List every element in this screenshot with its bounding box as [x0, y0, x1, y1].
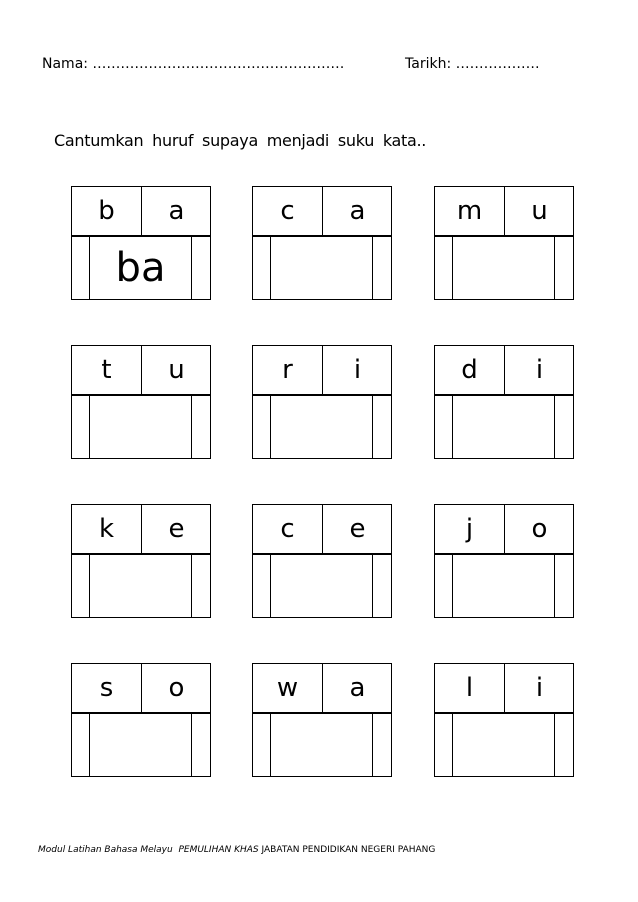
- letter-left: m: [435, 187, 505, 235]
- syllable-box: [434, 186, 574, 302]
- letter-row: [434, 345, 574, 395]
- syllable-box: [71, 186, 211, 302]
- letter-left: c: [253, 505, 323, 553]
- answer-divider: [191, 396, 192, 458]
- answer-box[interactable]: [71, 236, 211, 300]
- answer-divider: [191, 237, 192, 299]
- letter-left: r: [253, 346, 323, 394]
- answer-text: [271, 555, 372, 617]
- syllable-box: [71, 504, 211, 620]
- answer-divider: [372, 237, 373, 299]
- answer-divider: [191, 555, 192, 617]
- answer-divider: [554, 237, 555, 299]
- syllable-box: [252, 345, 392, 461]
- answer-text: [453, 237, 554, 299]
- letter-row: [71, 663, 211, 713]
- letter-row: [252, 186, 392, 236]
- letter-left: b: [72, 187, 142, 235]
- letter-right: a: [168, 196, 185, 226]
- answer-divider: [554, 396, 555, 458]
- letter-right: i: [535, 673, 544, 703]
- syllable-box: [252, 186, 392, 302]
- answer-text: [453, 555, 554, 617]
- letter-row: [71, 504, 211, 554]
- answer-text: [453, 396, 554, 458]
- letter-left: j: [435, 505, 505, 553]
- syllable-box: [71, 663, 211, 779]
- letter-row: [434, 504, 574, 554]
- letter-right: o: [168, 673, 185, 703]
- answer-text: [453, 714, 554, 776]
- answer-box[interactable]: [252, 554, 392, 618]
- letter-right: i: [535, 355, 544, 385]
- letter-right: u: [168, 355, 185, 385]
- syllable-box: [252, 504, 392, 620]
- letter-left: c: [253, 187, 323, 235]
- answer-text: [271, 714, 372, 776]
- syllable-box: [434, 504, 574, 620]
- footer-module: Modul Latihan Bahasa Melayu: [38, 845, 173, 855]
- letter-left: t: [72, 346, 142, 394]
- answer-text: [90, 396, 191, 458]
- answer-box[interactable]: [252, 713, 392, 777]
- answer-divider: [554, 714, 555, 776]
- footer: [38, 845, 435, 855]
- footer-department: JABATAN PENDIDIKAN NEGERI PAHANG: [261, 845, 436, 855]
- letter-row: [252, 345, 392, 395]
- answer-text: [271, 237, 372, 299]
- answer-box[interactable]: [71, 713, 211, 777]
- instruction-text: Cantumkan huruf supaya menjadi suku kata..: [54, 131, 427, 150]
- answer-divider: [372, 396, 373, 458]
- answer-text: ba: [115, 245, 166, 291]
- answer-divider: [372, 555, 373, 617]
- answer-text: [90, 714, 191, 776]
- letter-right: a: [349, 673, 366, 703]
- letter-left: d: [435, 346, 505, 394]
- letter-row: [71, 345, 211, 395]
- answer-box[interactable]: [71, 395, 211, 459]
- letter-row: [252, 504, 392, 554]
- answer-box[interactable]: [434, 713, 574, 777]
- letter-row: [252, 663, 392, 713]
- answer-box[interactable]: [434, 395, 574, 459]
- letter-left: s: [72, 664, 142, 712]
- letter-left: k: [72, 505, 142, 553]
- letter-right: e: [168, 514, 185, 544]
- letter-right: u: [531, 196, 548, 226]
- answer-box[interactable]: [71, 554, 211, 618]
- syllable-box: [434, 663, 574, 779]
- answer-divider: [372, 714, 373, 776]
- answer-text: [90, 555, 191, 617]
- nama-field: Nama: ………………………………………………: [42, 56, 345, 72]
- answer-divider: [191, 714, 192, 776]
- letter-right: i: [353, 355, 362, 385]
- syllable-box: [434, 345, 574, 461]
- answer-text: [271, 396, 372, 458]
- letter-left: w: [253, 664, 323, 712]
- syllable-box: [252, 663, 392, 779]
- syllable-box: [71, 345, 211, 461]
- answer-box[interactable]: [434, 554, 574, 618]
- letter-right: o: [531, 514, 548, 544]
- answer-box[interactable]: [252, 236, 392, 300]
- letter-row: [434, 186, 574, 236]
- footer-program: PEMULIHAN KHAS: [178, 845, 259, 855]
- letter-left: l: [435, 664, 505, 712]
- answer-box[interactable]: [252, 395, 392, 459]
- letter-right: a: [349, 196, 366, 226]
- letter-right: e: [349, 514, 366, 544]
- tarikh-field: Tarikh: ………………: [405, 56, 540, 72]
- letter-row: [434, 663, 574, 713]
- answer-divider: [554, 555, 555, 617]
- letter-row: [71, 186, 211, 236]
- answer-box[interactable]: [434, 236, 574, 300]
